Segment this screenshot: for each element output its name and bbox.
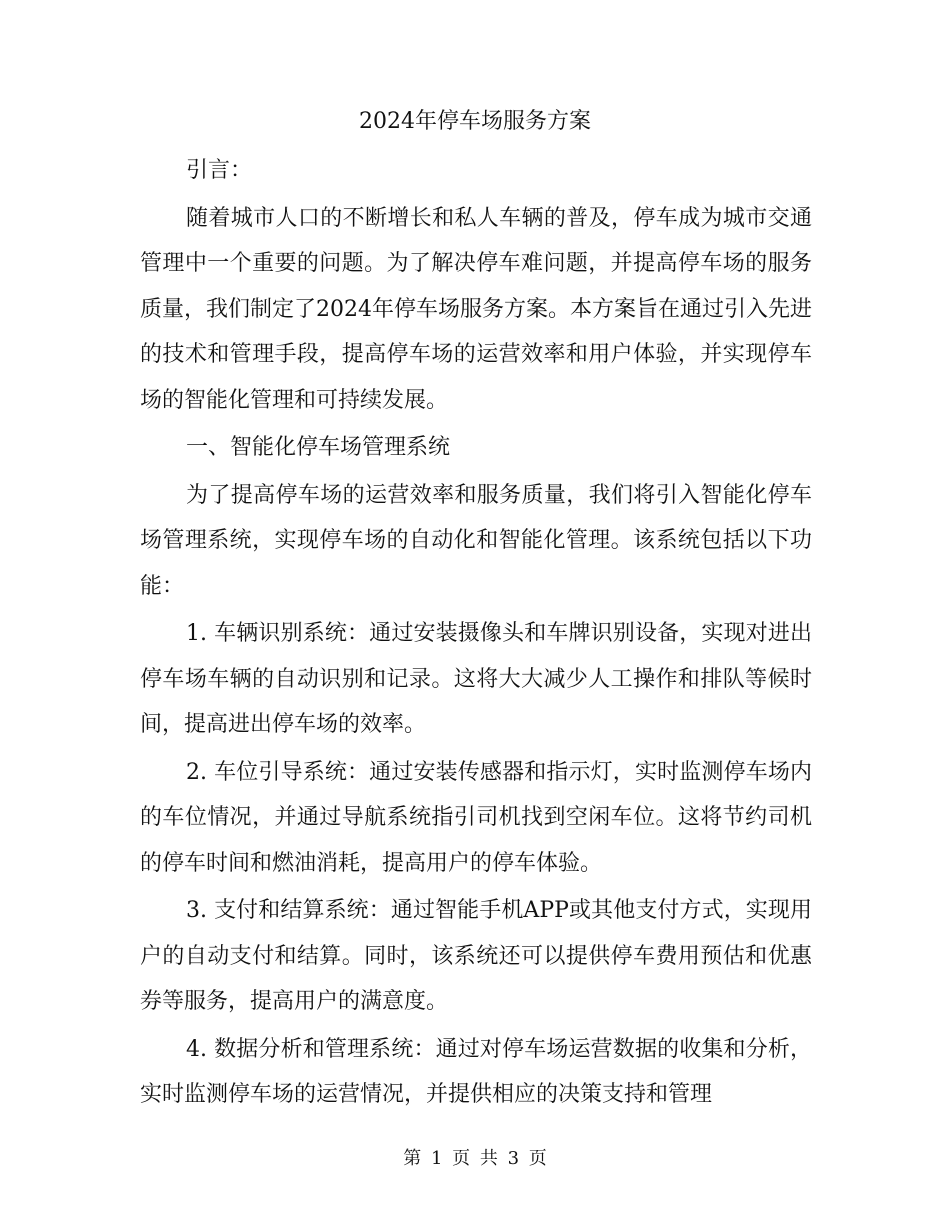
list-item-4: 4. 数据分析和管理系统：通过对停车场运营数据的收集和分析，实时监测停车场的运营情况，并提供相应的决策支持和管理: [140, 1036, 812, 1107]
document-body: [140, 148, 812, 1120]
paragraph-intro-body: 随着城市人口的不断增长和私人车辆的普及，停车成为城市交通管理中一个重要的问题。为了解决停车难问题，并提高停车场的服务质量，我们制定了2024年停车场服务方案。本方案旨在通过引入先进的技术和管理手段，提高停车场的运营效率和用户体验，并实现停车场的智能化管理和可持续发展。: [140, 205, 812, 413]
page-footer: 第 1 页 共 3 页: [403, 1148, 547, 1169]
list-item-3: 3. 支付和结算系统：通过智能手机APP或其他支付方式，实现用户的自动支付和结算。同时，该系统还可以提供停车费用预估和优惠券等服务，提高用户的满意度。: [140, 898, 812, 1014]
list-item-2: 2. 车位引导系统：通过安装传感器和指示灯，实时监测停车场内的车位情况，并通过导航系统指引司机找到空闲车位。这将节约司机的停车时间和燃油消耗，提高用户的停车体验。: [140, 759, 812, 876]
paragraph-section-1: 为了提高停车场的运营效率和服务质量，我们将引入智能化停车场管理系统，实现停车场的自动化和智能化管理。该系统包括以下功能：: [140, 482, 812, 599]
section-heading-1: 一、智能化停车场管理系统: [186, 435, 451, 460]
document-title: 2024年停车场服务方案: [359, 109, 591, 134]
paragraph-intro-heading: 引言：: [186, 158, 253, 183]
list-item-1: 1. 车辆识别系统：通过安装摄像头和车牌识别设备，实现对进出停车场车辆的自动识别和记录。这将大大减少人工操作和排队等候时间，提高进出停车场的效率。: [140, 621, 812, 737]
